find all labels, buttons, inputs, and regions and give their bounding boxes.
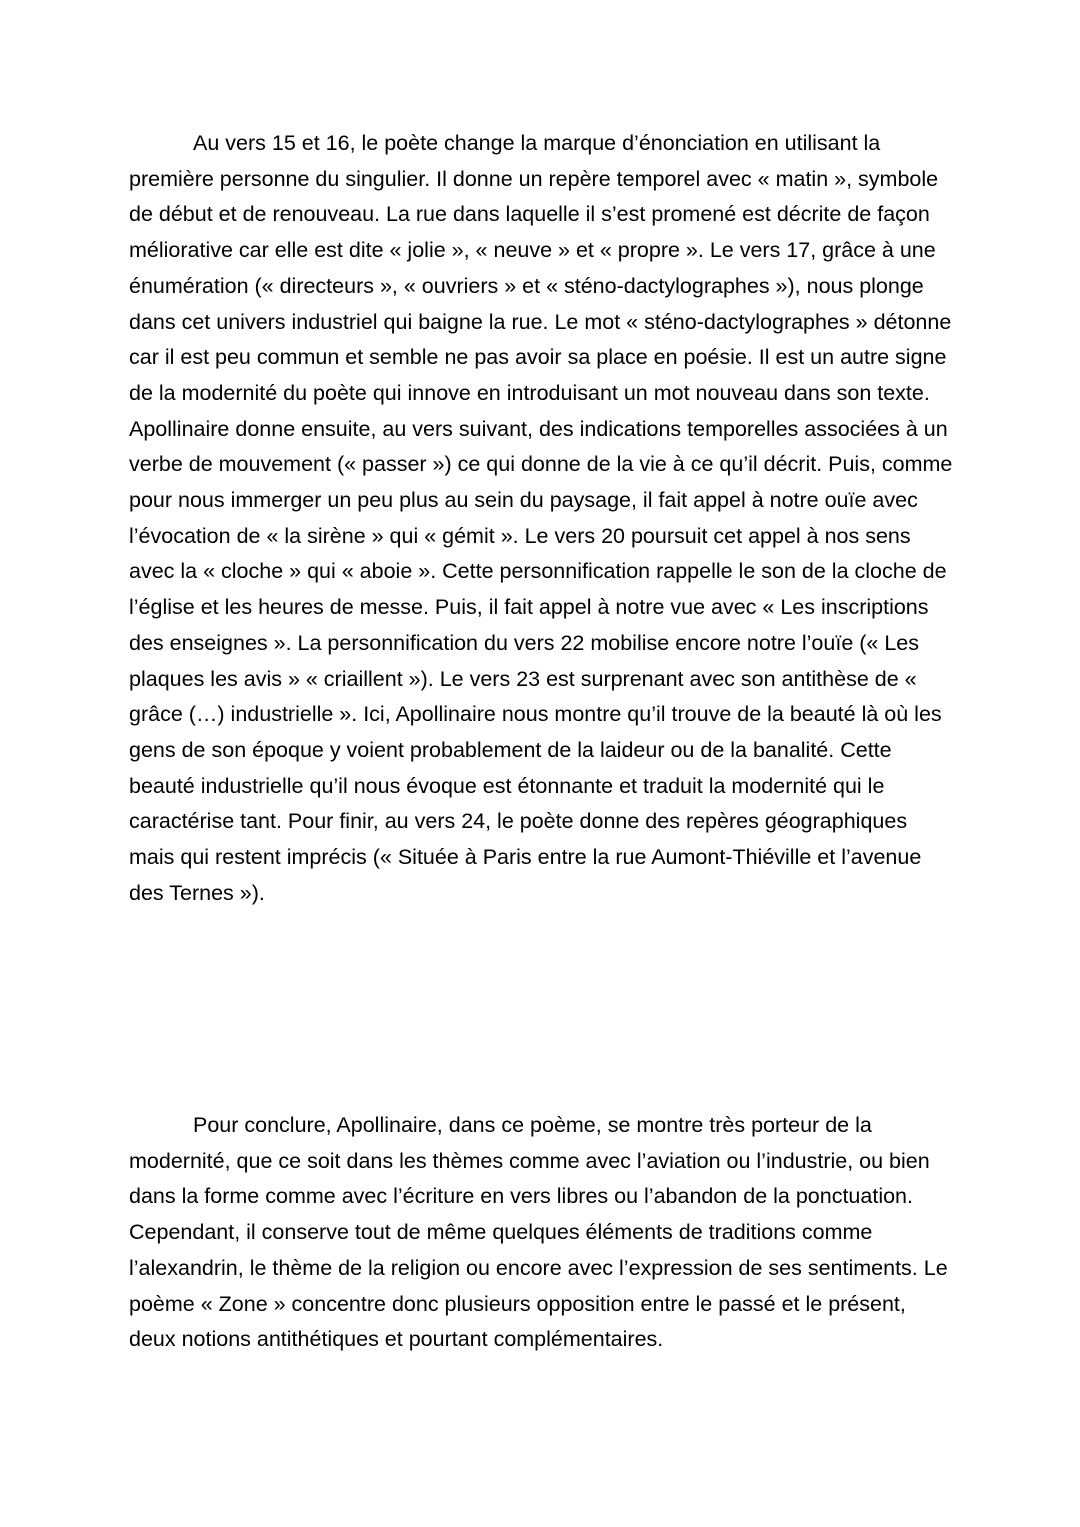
conclusion-paragraph: Pour conclure, Apollinaire, dans ce poème, se montre très porteur de la modernité, que ce soit dans les thèmes comme avec l’aviation ou l’industrie, ou bien dans la forme comme avec l’écriture en vers libres ou l’abandon de la ponctuation. Cependant, il conserve tout de même quelques éléments de traditions comme l’alexandrin, le thème de la religion ou encore avec l’expression de ses sentiments. Le poème « Zone » concentre donc plusieurs opposition entre le passé et le présent, deux notions antithétiques et pourtant complémentaires. — [129, 1113, 948, 1352]
analysis-paragraph: Au vers 15 et 16, le poète change la marque d’énonciation en utilisant la première personne du singulier. Il donne un repère temporel avec « matin », symbole de début et de renouveau. La rue dans laquelle il s’est promené est décrite de façon méliorative car elle est dite « jolie », « neuve » et « propre ». Le vers 17, grâce à une énumération (« directeurs », « ouvriers » et « sténo-dactylographes »), nous plonge dans cet univers industriel qui baigne la rue. Le mot « sténo-dactylographes » détonne car il est peu commun et semble ne pas avoir sa place en poésie. Il est un autre signe de la modernité du poète qui innove en introduisant un mot nouveau dans son texte. Apollinaire donne ensuite, au vers suivant, des indications temporelles associées à un verbe de mouvement (« passer ») ce qui donne de la vie à ce qu’il décrit. Puis, comme pour nous immerger un peu plus au sein du paysage, il fait appel à notre ouïe avec l’évocation de « la sirène » qui « gémit ». Le vers 20 poursuit cet appel à nos sens avec la « cloche » qui « aboie ». Cette personnification rappelle le son de la cloche de l’église et les heures de messe. Puis, il fait appel à notre vue avec « Les inscriptions des enseignes ». La personnification du vers 22 mobilise encore notre l’ouïe (« Les plaques les avis » « criaillent »). Le vers 23 est surprenant avec son antithèse de « grâce (…) industrielle ». Ici, Apollinaire nous montre qu’il trouve de la beauté là où les gens de son époque y voient probablement de la laideur ou de la banalité. Cette beauté industrielle qu’il nous évoque est étonnante et traduit la modernité qui le caractérise tant. Pour finir, au vers 24, le poète donne des repères géographiques mais qui restent imprécis (« Située à Paris entre la rue Aumont-Thiéville et l’avenue des Ternes »). — [129, 131, 953, 905]
